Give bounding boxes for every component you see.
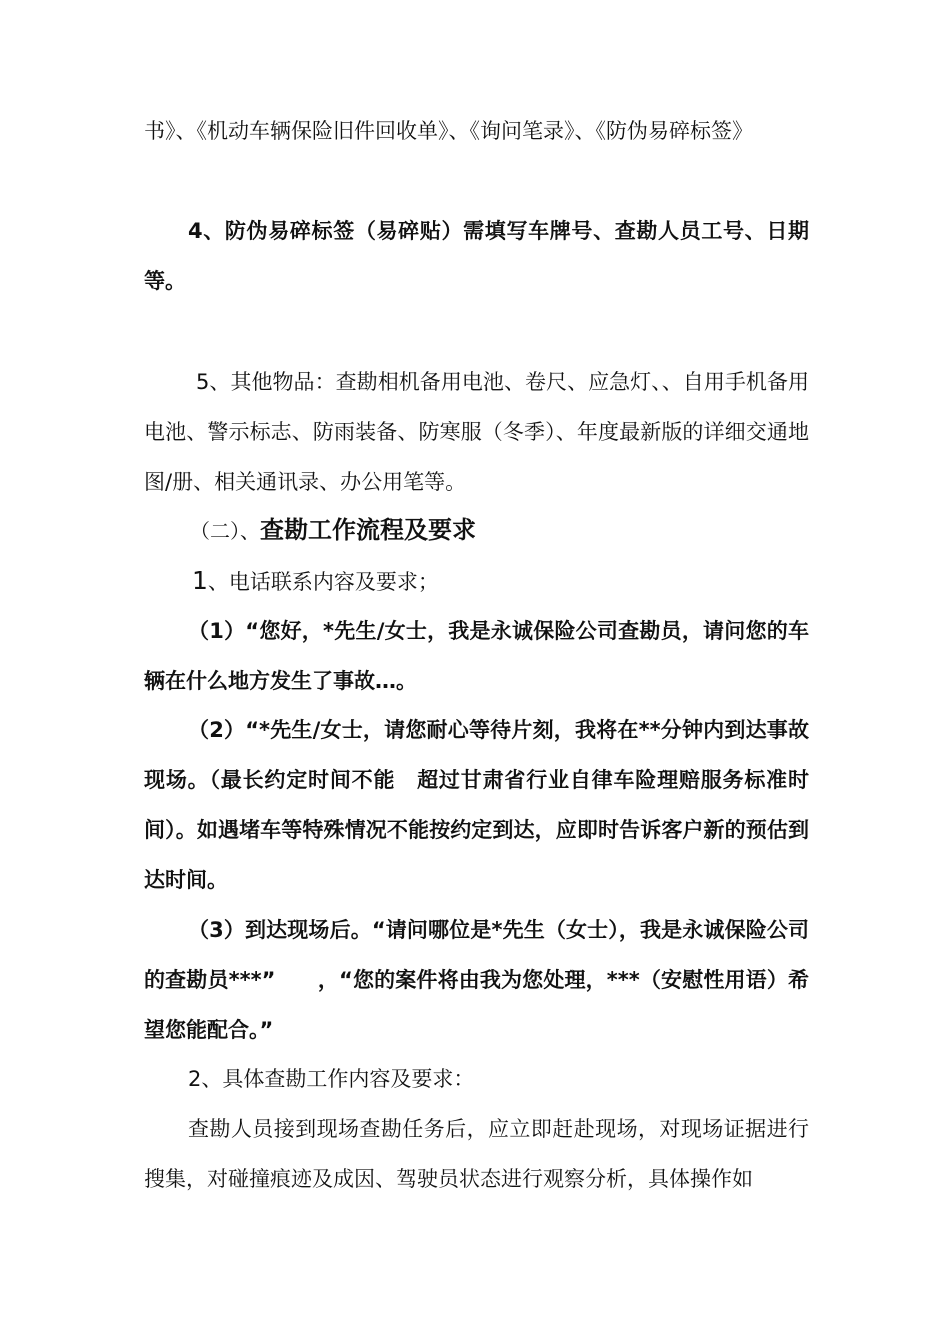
paragraph-survey-procedure: 查勘人员接到现场查勘任务后，应立即赶赴现场，对现场证据进行搜集，对碰撞痕迹及成因、驾驶员状态进行观察分析，具体操作如 bbox=[144, 1117, 809, 1191]
section-heading-prefix: （二）、 bbox=[190, 519, 260, 543]
paragraph-item-5: 5、其他物品：查勘相机备用电池、卷尺、应急灯、、自用手机备用电池、警示标志、防雨装备、防寒服（冬季）、年度最新版的详细交通地图/册、相关通讯录、办公用笔等。 bbox=[144, 370, 809, 494]
paragraph-item-2: 2、具体查勘工作内容及要求： bbox=[188, 1067, 475, 1091]
paragraph-documents-continued: 书》、《机动车辆保险旧件回收单》、《询问笔录》、《防伪易碎标签》 bbox=[144, 119, 753, 143]
paragraph-item-4: 4、防伪易碎标签（易碎贴）需填写车牌号、查勘人员工号、日期等。 bbox=[144, 219, 809, 293]
paragraph-phone-script-2: （2）“*先生/女士，请您耐心等待片刻，我将在**分钟内到达事故现场。（最长约定时间不能 超过甘肃省行业自律车险理赔服务标准时间）。如遇堵车等特殊情况不能按约定到达，应即时告诉客户新的预估到达时间。 bbox=[144, 718, 809, 892]
paragraph-phone-script-1: （1）“您好，*先生/女士，我是永诚保险公司查勘员，请问您的车辆在什么地方发生了事故…。 bbox=[144, 619, 809, 693]
item-1-number: 1 bbox=[192, 566, 208, 595]
item-1-heading bbox=[192, 556, 439, 607]
section-heading-2 bbox=[190, 510, 476, 551]
item-1-text: 、电话联系内容及要求； bbox=[207, 570, 439, 594]
section-heading-title: 查勘工作流程及要求 bbox=[260, 516, 476, 544]
paragraph-phone-script-3: （3）到达现场后。“请问哪位是*先生（女士），我是永诚保险公司的查勘员***” ，“您的案件将由我为您处理，***（安慰性用语）希望您能配合。” bbox=[144, 918, 809, 1042]
